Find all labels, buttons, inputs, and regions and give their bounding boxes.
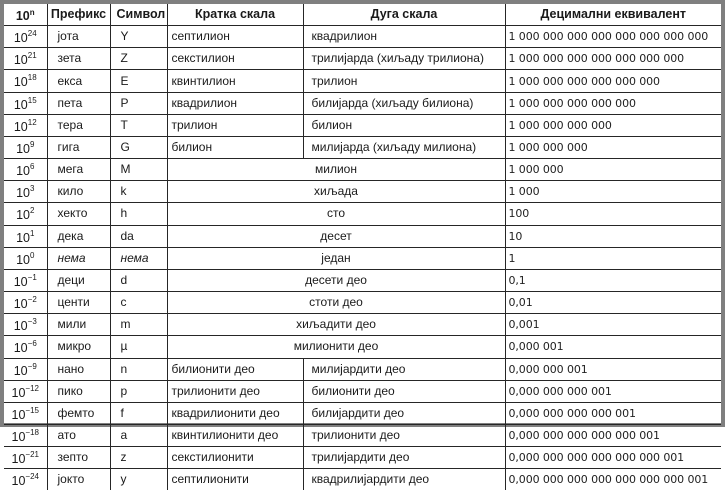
short-scale-cell: квадрилионити део — [167, 402, 303, 424]
header-decimal: Децимални еквивалент — [505, 4, 721, 26]
power-exp: −1 — [27, 272, 37, 282]
table-row — [4, 336, 721, 358]
decimal-cell: 0,01 — [505, 292, 721, 314]
table-row — [4, 424, 721, 446]
decimal-cell: 100 — [505, 203, 721, 225]
power-base: 10 — [16, 142, 30, 157]
power-base: 10 — [16, 186, 30, 201]
power-exp: −21 — [25, 450, 39, 460]
prefix-cell: јота — [47, 26, 110, 48]
power-base: 10 — [11, 385, 26, 400]
long-scale-cell: квадрилион — [303, 26, 505, 48]
prefix-cell: нано — [47, 358, 110, 380]
power-exp: 18 — [27, 73, 37, 83]
prefix-cell: јокто — [47, 469, 110, 490]
power-cell — [4, 181, 47, 203]
power-exp: 24 — [27, 29, 37, 39]
symbol-cell: m — [110, 314, 167, 336]
symbol-cell: p — [110, 380, 167, 402]
decimal-cell: 1 000 000 000 000 — [505, 114, 721, 136]
power-cell — [4, 380, 47, 402]
power-base: 10 — [13, 119, 28, 134]
symbol-cell: µ — [110, 336, 167, 358]
symbol-cell: Y — [110, 26, 167, 48]
power-exp: −9 — [27, 361, 37, 371]
power-exp: 12 — [27, 117, 37, 127]
symbol-cell: G — [110, 136, 167, 158]
power-exp: −3 — [27, 317, 37, 327]
symbol-cell: h — [110, 203, 167, 225]
power-base: 10 — [13, 31, 28, 46]
header-power — [4, 4, 47, 26]
header-symbol: Символ — [110, 4, 167, 26]
prefix-cell: нема — [47, 247, 110, 269]
decimal-cell: 1 000 — [505, 181, 721, 203]
power-base: 10 — [16, 164, 30, 179]
scale-name-merged-cell: милионити део — [167, 336, 505, 358]
decimal-cell: 0,1 — [505, 269, 721, 291]
table-row — [4, 447, 721, 469]
power-cell — [4, 26, 47, 48]
table-row — [4, 26, 721, 48]
power-cell — [4, 336, 47, 358]
decimal-cell: 0,000 000 000 000 001 — [505, 402, 721, 424]
table-row — [4, 269, 721, 291]
prefix-cell: центи — [47, 292, 110, 314]
power-base: 10 — [13, 97, 28, 112]
short-scale-cell: секстилионити — [167, 447, 303, 469]
decimal-cell: 0,000 000 000 001 — [505, 380, 721, 402]
prefix-cell: пико — [47, 380, 110, 402]
power-base: 10 — [11, 430, 26, 445]
power-cell — [4, 225, 47, 247]
long-scale-cell: трилијарда (хиљаду трилиона) — [303, 48, 505, 70]
short-scale-cell: трилионити део — [167, 380, 303, 402]
power-cell — [4, 447, 47, 469]
short-scale-cell: септилион — [167, 26, 303, 48]
power-exp: −15 — [25, 405, 39, 415]
symbol-cell: Z — [110, 48, 167, 70]
power-base: 10 — [16, 230, 30, 245]
decimal-cell: 0,000 000 000 000 000 000 001 — [505, 447, 721, 469]
symbol-cell: f — [110, 402, 167, 424]
power-cell — [4, 402, 47, 424]
symbol-cell: E — [110, 70, 167, 92]
header-row — [4, 4, 721, 26]
table-row — [4, 402, 721, 424]
table-row — [4, 469, 721, 490]
scale-name-merged-cell: хиљада — [167, 181, 505, 203]
decimal-cell: 0,000 000 001 — [505, 358, 721, 380]
scale-name-merged-cell: милион — [167, 159, 505, 181]
power-base: 10 — [13, 363, 28, 378]
long-scale-cell: билијардити део — [303, 402, 505, 424]
scale-name-merged-cell: стоти део — [167, 292, 505, 314]
decimal-cell: 1 000 000 000 000 000 000 000 000 — [505, 26, 721, 48]
long-scale-cell: билијарда (хиљаду билиона) — [303, 92, 505, 114]
table-row — [4, 48, 721, 70]
header-power-base: 10 — [15, 9, 30, 24]
prefix-cell: микро — [47, 336, 110, 358]
short-scale-cell: билион — [167, 136, 303, 158]
table-row — [4, 314, 721, 336]
symbol-cell: k — [110, 181, 167, 203]
scale-name-merged-cell: сто — [167, 203, 505, 225]
prefix-cell: фемто — [47, 402, 110, 424]
power-cell — [4, 292, 47, 314]
power-exp: 1 — [29, 228, 35, 238]
power-base: 10 — [13, 275, 28, 290]
prefix-cell: зета — [47, 48, 110, 70]
decimal-cell: 1 000 000 — [505, 159, 721, 181]
prefix-cell: деци — [47, 269, 110, 291]
table-row — [4, 92, 721, 114]
symbol-cell: P — [110, 92, 167, 114]
power-exp: 3 — [29, 184, 35, 194]
prefix-cell: кило — [47, 181, 110, 203]
power-exp: 2 — [29, 206, 35, 216]
prefix-cell: мили — [47, 314, 110, 336]
power-cell — [4, 203, 47, 225]
short-scale-cell: квинтилионити део — [167, 424, 303, 446]
decimal-cell: 10 — [505, 225, 721, 247]
power-cell — [4, 269, 47, 291]
long-scale-cell: билионити део — [303, 380, 505, 402]
power-base: 10 — [11, 474, 26, 489]
scale-name-merged-cell: десети део — [167, 269, 505, 291]
decimal-cell: 0,001 — [505, 314, 721, 336]
power-cell — [4, 159, 47, 181]
symbol-cell: T — [110, 114, 167, 136]
table-row — [4, 114, 721, 136]
header-long-scale: Дуга скала — [303, 4, 505, 26]
prefix-cell: пета — [47, 92, 110, 114]
power-exp: 6 — [29, 162, 35, 172]
decimal-cell: 1 000 000 000 000 000 — [505, 92, 721, 114]
short-scale-cell: трилион — [167, 114, 303, 136]
table-row — [4, 181, 721, 203]
power-cell — [4, 314, 47, 336]
power-base: 10 — [13, 53, 28, 68]
short-scale-cell: квадрилион — [167, 92, 303, 114]
long-scale-cell: трилион — [303, 70, 505, 92]
long-scale-cell: квадрилијардити део — [303, 469, 505, 490]
table-row — [4, 203, 721, 225]
scale-name-merged-cell: десет — [167, 225, 505, 247]
power-base: 10 — [16, 252, 30, 267]
symbol-cell: z — [110, 447, 167, 469]
table-row — [4, 292, 721, 314]
power-exp: −12 — [25, 383, 39, 393]
decimal-cell: 0,000 001 — [505, 336, 721, 358]
decimal-cell: 1 — [505, 247, 721, 269]
table-row — [4, 247, 721, 269]
table-row — [4, 380, 721, 402]
power-base: 10 — [13, 341, 28, 356]
decimal-cell: 1 000 000 000 000 000 000 000 — [505, 48, 721, 70]
power-cell — [4, 358, 47, 380]
table-row — [4, 358, 721, 380]
power-base: 10 — [16, 208, 30, 223]
decimal-cell: 1 000 000 000 — [505, 136, 721, 158]
power-base: 10 — [13, 319, 28, 334]
symbol-cell: c — [110, 292, 167, 314]
long-scale-cell: милијардити део — [303, 358, 505, 380]
power-cell — [4, 114, 47, 136]
decimal-cell: 0,000 000 000 000 000 001 — [505, 424, 721, 446]
prefix-cell: ато — [47, 424, 110, 446]
header-short-scale: Кратка скала — [167, 4, 303, 26]
header-power-sup: n — [29, 8, 35, 17]
prefix-cell: екса — [47, 70, 110, 92]
power-exp: 15 — [27, 95, 37, 105]
power-base: 10 — [11, 452, 26, 467]
power-cell — [4, 70, 47, 92]
table-row — [4, 136, 721, 158]
power-exp: 9 — [29, 139, 35, 149]
symbol-cell: y — [110, 469, 167, 490]
prefix-cell: дека — [47, 225, 110, 247]
long-scale-cell: трилијардити део — [303, 447, 505, 469]
long-scale-cell: трилионити део — [303, 424, 505, 446]
power-cell — [4, 92, 47, 114]
short-scale-cell: билионити део — [167, 358, 303, 380]
decimal-cell: 0,000 000 000 000 000 000 000 001 — [505, 469, 721, 490]
symbol-cell: M — [110, 159, 167, 181]
power-exp: −2 — [27, 295, 37, 305]
power-exp: −6 — [27, 339, 37, 349]
short-scale-cell: квинтилион — [167, 70, 303, 92]
power-cell — [4, 469, 47, 490]
power-cell — [4, 247, 47, 269]
prefix-cell: тера — [47, 114, 110, 136]
power-base: 10 — [11, 407, 26, 422]
decimal-cell: 1 000 000 000 000 000 000 — [505, 70, 721, 92]
power-exp: 21 — [27, 51, 37, 61]
prefix-cell: хекто — [47, 203, 110, 225]
power-cell — [4, 424, 47, 446]
header-prefix: Префикс — [47, 4, 110, 26]
power-base: 10 — [13, 297, 28, 312]
symbol-cell: нема — [110, 247, 167, 269]
long-scale-cell: милијарда (хиљаду милиона) — [303, 136, 505, 158]
power-cell — [4, 136, 47, 158]
table-row — [4, 70, 721, 92]
long-scale-cell: билион — [303, 114, 505, 136]
symbol-cell: d — [110, 269, 167, 291]
symbol-cell: n — [110, 358, 167, 380]
power-base: 10 — [13, 75, 28, 90]
table-row — [4, 159, 721, 181]
si-prefix-table — [4, 4, 721, 490]
scale-name-merged-cell: хиљадити део — [167, 314, 505, 336]
short-scale-cell: септилионити — [167, 469, 303, 490]
prefix-cell: гига — [47, 136, 110, 158]
symbol-cell: a — [110, 424, 167, 446]
power-exp: 0 — [29, 250, 35, 260]
power-cell — [4, 48, 47, 70]
power-exp: −24 — [25, 472, 39, 482]
prefix-cell: мега — [47, 159, 110, 181]
table-row — [4, 225, 721, 247]
prefix-cell: зепто — [47, 447, 110, 469]
symbol-cell: da — [110, 225, 167, 247]
short-scale-cell: секстилион — [167, 48, 303, 70]
power-exp: −18 — [25, 427, 39, 437]
scale-name-merged-cell: један — [167, 247, 505, 269]
